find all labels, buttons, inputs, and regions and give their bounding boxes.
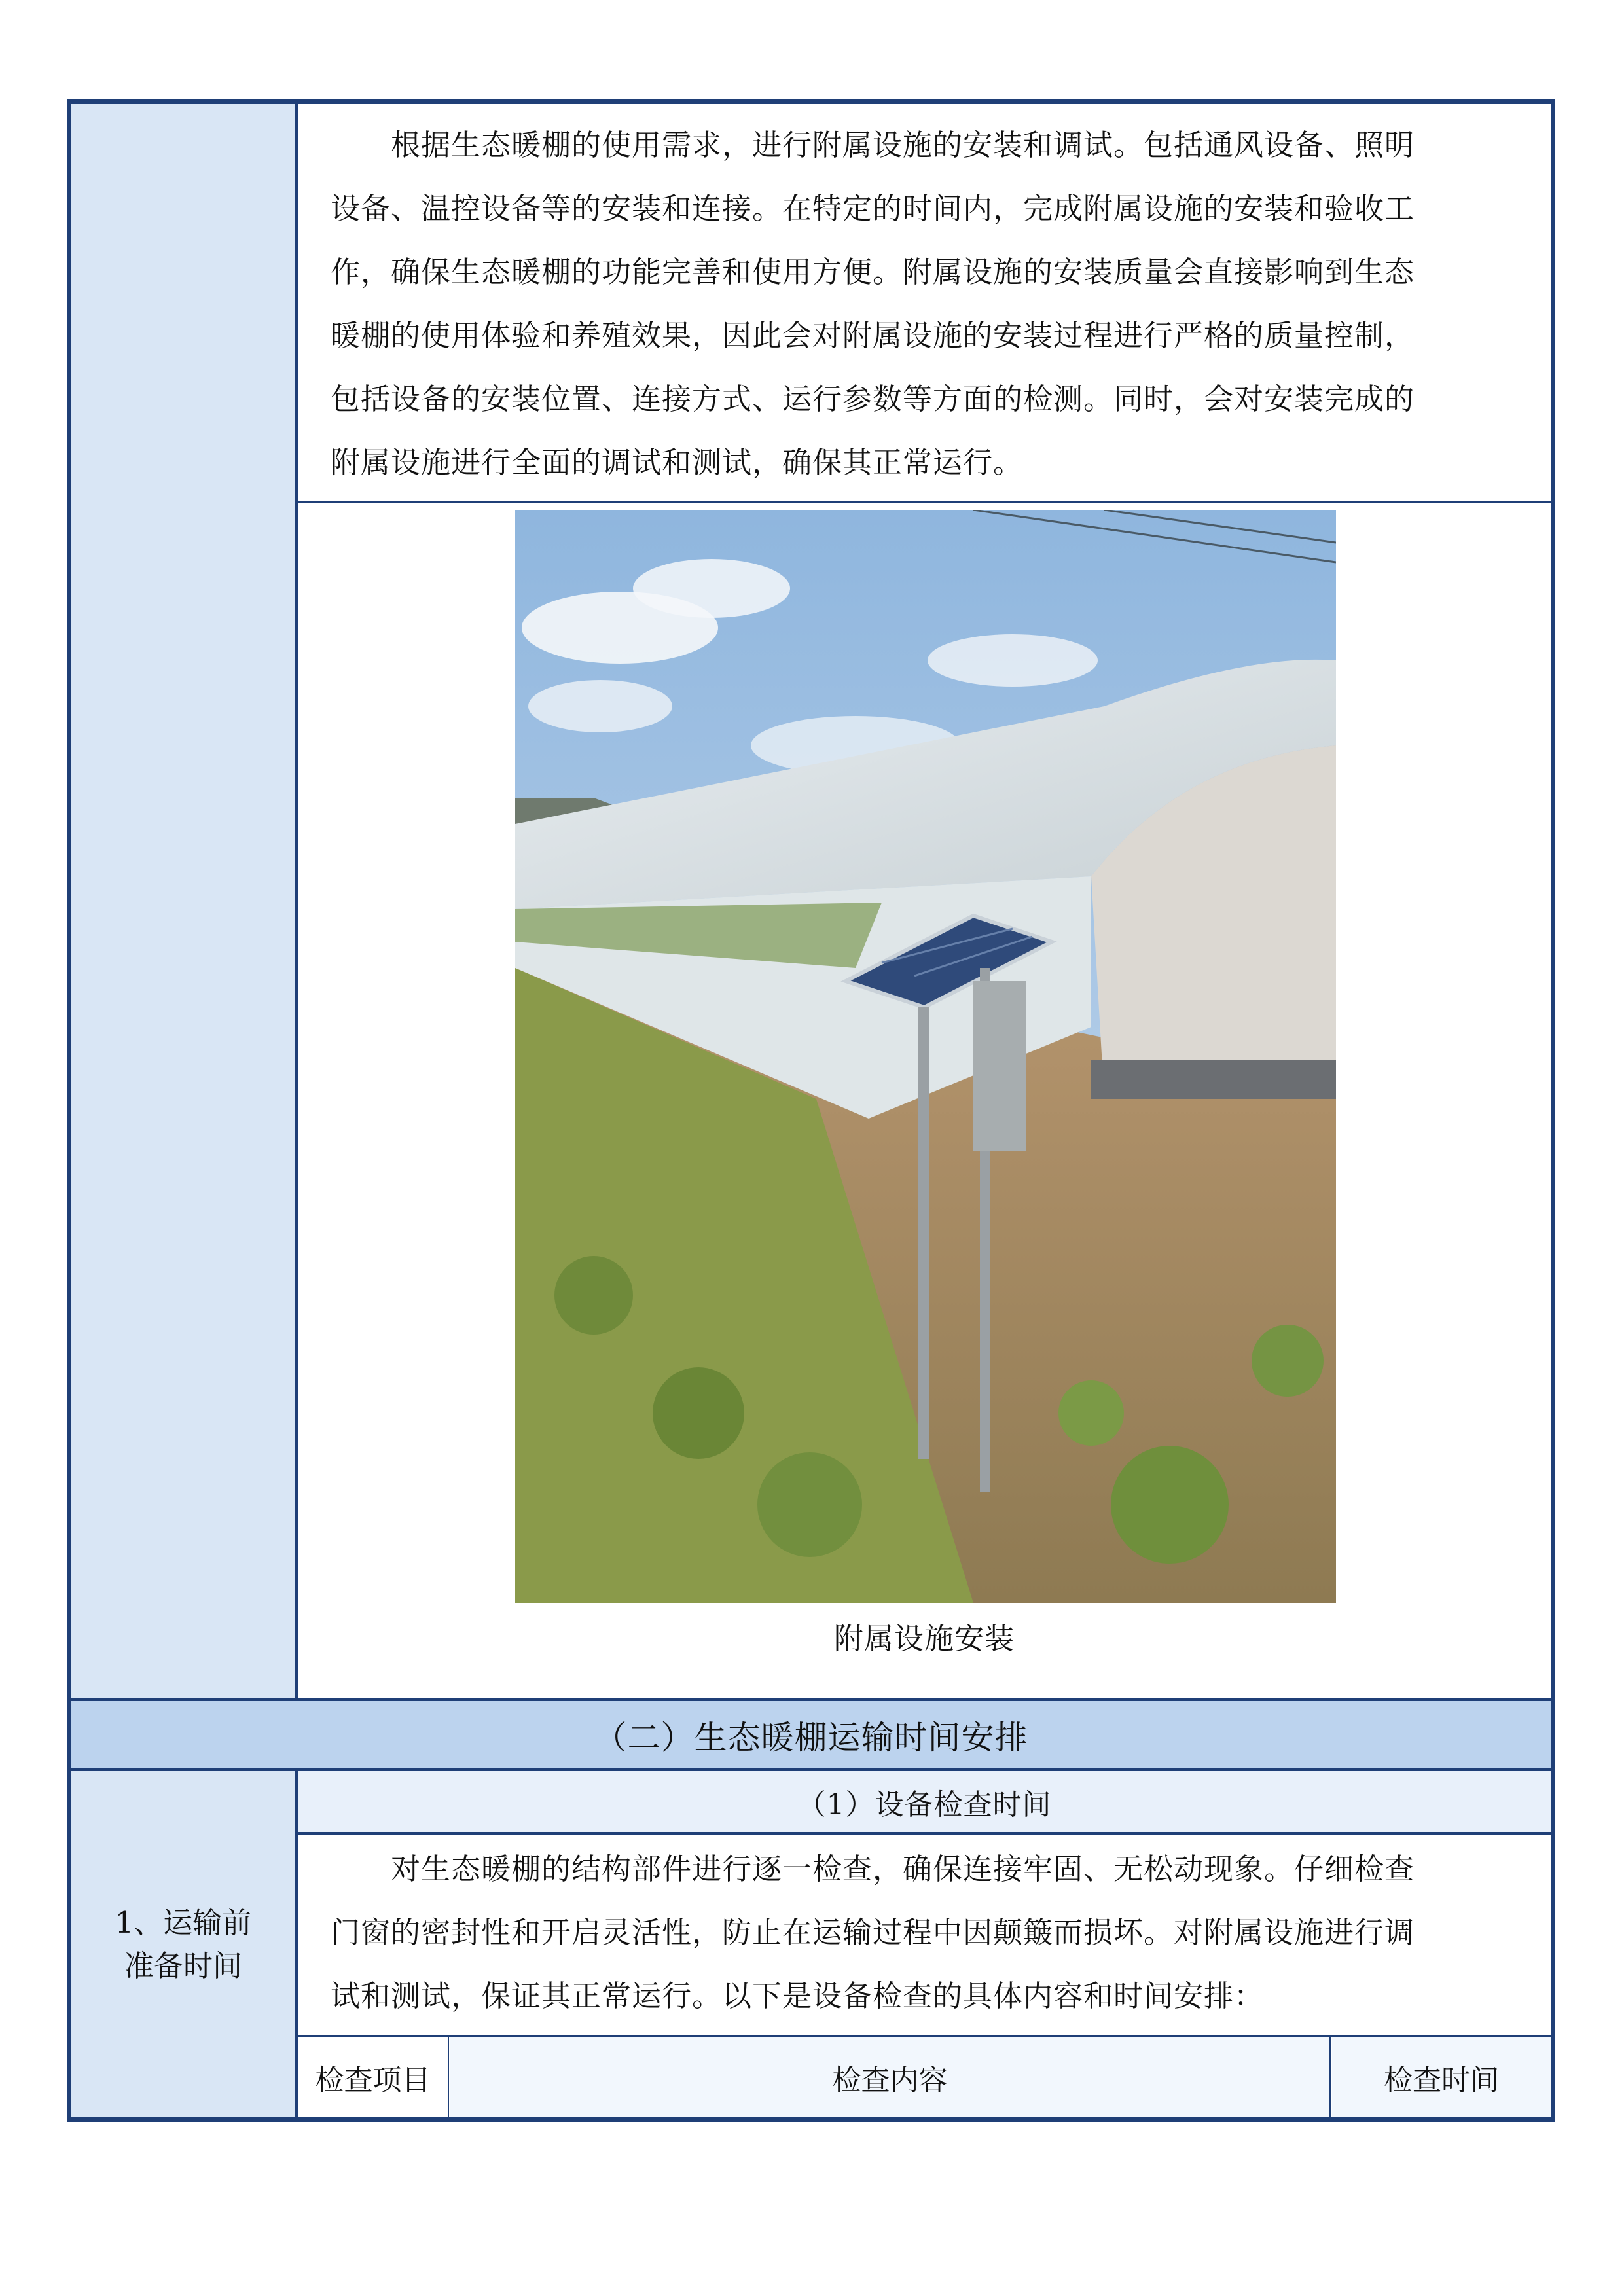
- divider: [448, 2037, 449, 2117]
- sub-title-cell: [298, 1771, 1551, 1832]
- divider: [1329, 2037, 1331, 2117]
- divider: [298, 2035, 1551, 2037]
- row-label-line1: 1、运输前: [115, 1905, 252, 1940]
- intro-paragraph: 根据生态暖棚的使用需求，进行附属设施的安装和调试。包括通风设备、照明 设备、温控设备等的安装和连接。在特定的时间内，完成附属设施的安装和验收工 作，确保生态暖棚的功能完善和使用方便。附属设施的安装质量会直接影响到生态 暖棚的使用体验和养殖效果，因此会对附属设施的安装过程进行严格的质量控制， 包括设备的安装位置、连接方式、运行参数等方面的检测。同时，会对安装完成的 附属设施进行全面的调试和测试，确保其正常运行。: [331, 128, 1415, 480]
- intro-paragraph-cell: [298, 104, 1551, 501]
- row-paragraph-cell: [298, 1835, 1551, 2035]
- left-label-cell-top: [71, 104, 295, 1698]
- divider: [295, 1768, 298, 2117]
- document-frame: [67, 99, 1555, 2122]
- row-label-cell: [71, 1771, 295, 2117]
- row-paragraph: 对生态暖棚的结构部件进行逐一检查，确保连接牢固、无松动现象。仔细检查 门窗的密封性和开启灵活性，防止在运输过程中因颠簸而损坏。对附属设施进行调 试和测试，保证其正常运行。以下是设备检查的具体内容和时间安排：: [331, 1852, 1415, 2013]
- table-header-content: 检查内容: [450, 2037, 1329, 2117]
- divider: [71, 1698, 1551, 1701]
- divider: [298, 501, 1551, 503]
- row-label-line2: 准备时间: [124, 1948, 242, 1983]
- divider: [298, 1832, 1551, 1835]
- divider: [71, 1768, 1551, 1771]
- section-title: （二）生态暖棚运输时间安排: [594, 1718, 1028, 1757]
- greenhouse-photo: [515, 510, 1336, 1603]
- section-title-cell: [71, 1701, 1551, 1768]
- table-header-item: 检查项目: [298, 2037, 448, 2117]
- divider: [295, 104, 298, 1701]
- figure-caption: 附属设施安装: [833, 1621, 1015, 1656]
- sub-title: （1）设备检查时间: [797, 1787, 1052, 1821]
- table-header-time: 检查时间: [1332, 2037, 1551, 2117]
- figure-cell: [298, 503, 1551, 1698]
